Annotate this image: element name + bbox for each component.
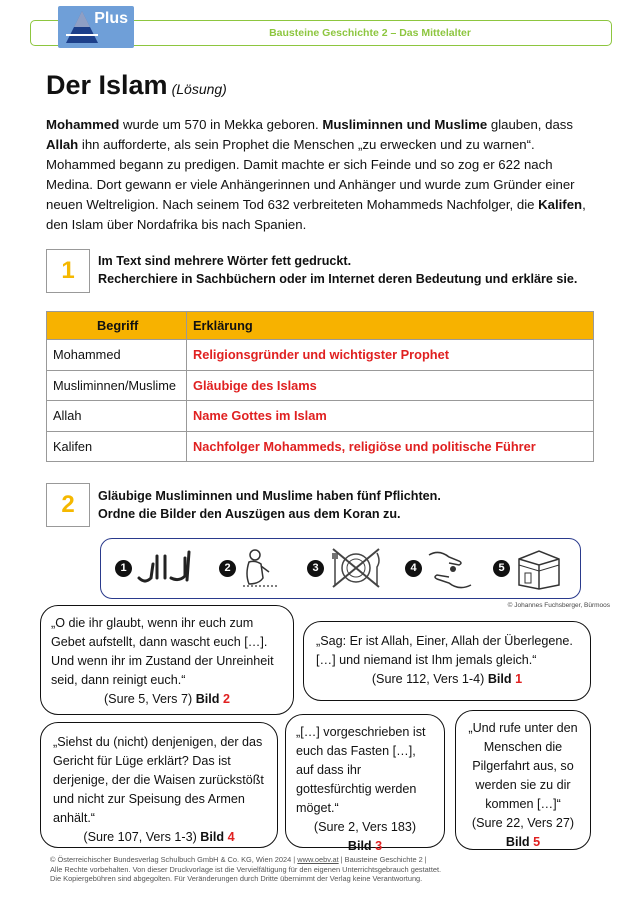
bild-number: 4 bbox=[227, 830, 235, 844]
bild-number: 1 bbox=[515, 672, 523, 686]
allah-calligraphy-icon bbox=[135, 548, 197, 588]
picture-4 bbox=[405, 539, 477, 597]
footer-text: | Bausteine Geschichte 2 | bbox=[338, 855, 427, 864]
task-2-line: Gläubige Musliminnen und Muslime haben fünf Pflichten. bbox=[98, 489, 441, 503]
task-1-line: Recherchiere in Sachbüchern oder im Internet deren Bedeutung und erkläre sie. bbox=[98, 272, 578, 286]
crossed-out-plate-icon bbox=[327, 545, 385, 591]
bold-term: Kalifen bbox=[538, 197, 583, 212]
footer-line bbox=[50, 855, 610, 865]
intro-text: wurde um 570 in Mekka geboren. bbox=[119, 117, 323, 132]
sure-ref: (Sure 2, Vers 183) bbox=[313, 820, 417, 834]
term-cell: Allah bbox=[47, 401, 187, 432]
image-copyright: © Johannes Fuchsberger, Bürmoos bbox=[507, 602, 610, 609]
picture-number: 4 bbox=[405, 560, 422, 577]
pictures-strip bbox=[100, 538, 581, 599]
quote-bubble bbox=[40, 605, 294, 715]
quote-text: „Und rufe unter den Menschen die Pilgerfahrt aus, so werden sie zu dir kommen […]“ bbox=[468, 721, 578, 811]
bold-term: Musliminnen und Muslime bbox=[322, 117, 488, 132]
intro-paragraph bbox=[46, 115, 591, 235]
title-text: Der Islam bbox=[46, 70, 168, 100]
task-1-line: Im Text sind mehrere Wörter fett gedruckt. bbox=[98, 254, 352, 268]
picture-1 bbox=[115, 539, 197, 597]
table-row bbox=[47, 401, 594, 432]
bold-term: Allah bbox=[46, 137, 79, 152]
quote-bubble bbox=[40, 722, 278, 848]
quote-text: „Sag: Er ist Allah, Einer, Allah der Überlegene. […] und niemand ist Ihm jemals gleich.“ bbox=[316, 634, 573, 667]
intro-text: glauben, dass bbox=[487, 117, 573, 132]
subtitle: (Lösung) bbox=[171, 81, 227, 97]
kaaba-icon bbox=[513, 545, 565, 591]
sure-ref: (Sure 5, Vers 7) bbox=[103, 692, 193, 706]
footer-line: Die Kopiergebühren sind abgegolten. Für Veränderungen durch Dritte übernimmt der Verlag keine Verantwortung. bbox=[50, 874, 423, 883]
task-1-instructions bbox=[98, 252, 588, 288]
quote-text: „Siehst du (nicht) denjenigen, der das Gericht für Lüge erklärt? Das ist derjenige, der die Waisen zurückstößt und nicht zur Speisung des Armen anhält.“ bbox=[53, 735, 264, 825]
picture-number: 1 bbox=[115, 560, 132, 577]
task-number-1: 1 bbox=[46, 249, 90, 293]
bild-number: 3 bbox=[375, 839, 383, 853]
quote-bubble bbox=[303, 621, 591, 701]
header-title: Bausteine Geschichte 2 – Das Mittelalter bbox=[269, 27, 471, 39]
bild-label: Bild bbox=[200, 830, 225, 844]
quote-reference bbox=[51, 690, 283, 709]
task-2-instructions bbox=[98, 487, 588, 523]
quote-text: „[…] vorgeschrieben ist euch das Fasten […], auf dass ihr gottesfürchtig werden möget.“ bbox=[296, 725, 426, 815]
bild-label: Bild bbox=[195, 692, 220, 706]
task-number-2: 2 bbox=[46, 483, 90, 527]
giving-hands-icon bbox=[425, 545, 477, 591]
picture-number: 3 bbox=[307, 560, 324, 577]
quote-reference bbox=[296, 818, 434, 856]
definition-cell: Religionsgründer und wichtigster Prophet bbox=[187, 340, 594, 371]
quote-reference bbox=[316, 670, 578, 689]
intro-text: , den Islam über Nordafrika bis nach Spanien. bbox=[46, 197, 586, 232]
quote-text: „O die ihr glaubt, wenn ihr euch zum Gebet aufstellt, dann wascht euch […]. Und wenn ihr im Zustand der Unreinheit seid, dann reinigt euch.“ bbox=[51, 616, 274, 687]
bold-term: Mohammed bbox=[46, 117, 120, 132]
page-footer bbox=[50, 855, 610, 884]
bild-label: Bild bbox=[505, 835, 530, 849]
task-2-line: Ordne die Bilder den Auszügen aus dem Koran zu. bbox=[98, 507, 401, 521]
praying-person-icon bbox=[239, 546, 281, 590]
definition-cell: Name Gottes im Islam bbox=[187, 401, 594, 432]
bild-number: 5 bbox=[533, 835, 541, 849]
bild-label: Bild bbox=[347, 839, 372, 853]
term-cell: Kalifen bbox=[47, 431, 187, 462]
page-title bbox=[46, 70, 227, 101]
table-row bbox=[47, 340, 594, 371]
logo-text: Plus bbox=[94, 10, 128, 27]
intro-text: ihn aufforderte, als sein Prophet die Menschen „zu erwecken und zu warnen“. Mohammed begann zu predigen. Damit machte er sich Feinde und so zog er 622 nach Medina. Dort gewann er viele Anhängerinnen und Anhänger und wurde zum Gründer einer neuen Weltreligion. Nach seinem Tod 632 verbreiteten Mohammeds Nachfolger, die bbox=[46, 137, 575, 212]
quote-bubble bbox=[455, 710, 591, 850]
quote-reference bbox=[464, 814, 582, 852]
terms-table bbox=[46, 311, 594, 462]
bild-number: 2 bbox=[222, 692, 230, 706]
header-erklaerung: Erklärung bbox=[187, 312, 594, 340]
quote-bubble bbox=[285, 714, 445, 853]
term-cell: Musliminnen/Muslime bbox=[47, 370, 187, 401]
definition-cell: Nachfolger Mohammeds, religiöse und politische Führer bbox=[187, 431, 594, 462]
plus-logo bbox=[58, 6, 134, 48]
table-header-row bbox=[47, 312, 594, 340]
table-row bbox=[47, 431, 594, 462]
picture-3 bbox=[307, 539, 385, 597]
table-row bbox=[47, 370, 594, 401]
picture-number: 5 bbox=[493, 560, 510, 577]
sure-ref: (Sure 112, Vers 1-4) bbox=[371, 672, 485, 686]
picture-number: 2 bbox=[219, 560, 236, 577]
picture-2 bbox=[219, 539, 281, 597]
sure-ref: (Sure 22, Vers 27) bbox=[471, 816, 575, 830]
definition-cell: Gläubige des Islams bbox=[187, 370, 594, 401]
term-cell: Mohammed bbox=[47, 340, 187, 371]
sure-ref: (Sure 107, Vers 1-3) bbox=[83, 830, 197, 844]
footer-line: Alle Rechte vorbehalten. Von dieser Druckvorlage ist die Vervielfältigung für den eigenen Unterrichtsgebrauch gestattet. bbox=[50, 864, 442, 874]
bild-label: Bild bbox=[487, 672, 512, 686]
picture-5 bbox=[493, 539, 565, 597]
header-begriff: Begriff bbox=[47, 312, 187, 340]
footer-text: © Österreichischer Bundesverlag Schulbuch GmbH & Co. KG, Wien 2024 | bbox=[50, 855, 298, 864]
publisher-link[interactable]: www.oebv.at bbox=[297, 855, 339, 864]
quote-reference bbox=[53, 828, 265, 847]
